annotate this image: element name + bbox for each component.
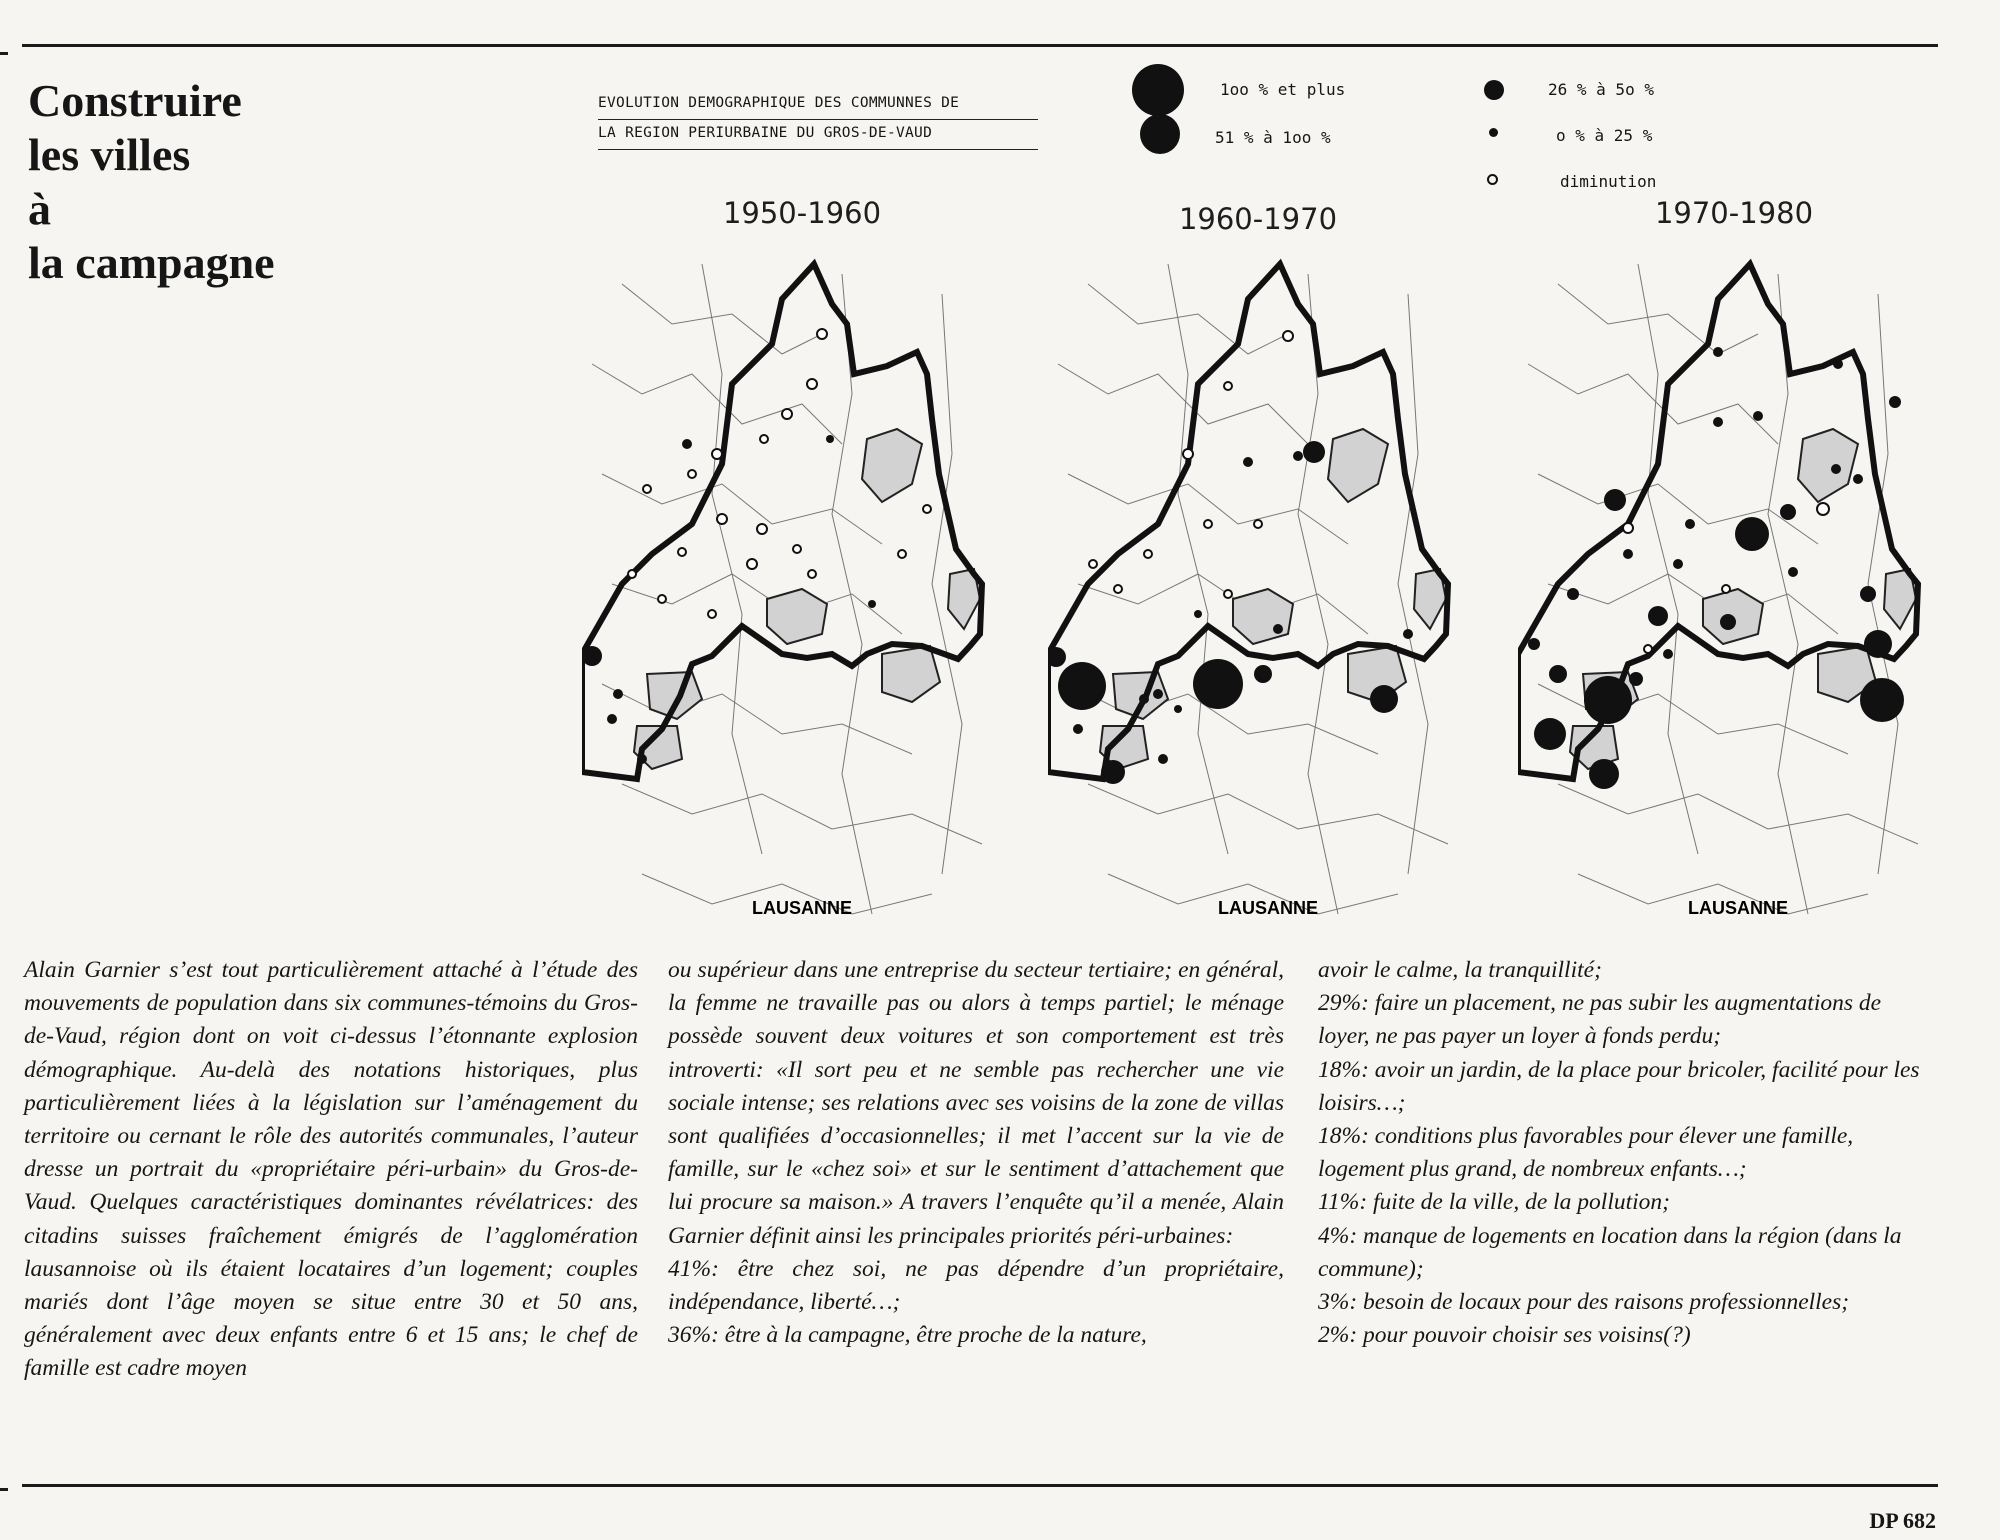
margin-tick [0, 52, 8, 55]
priority-item: 29%: faire un placement, ne pas subir les augmentations de loyer, ne pas payer un loyer à fonds perdu; [1318, 990, 1882, 1050]
priority-item: 36%: être à la campagne, être proche de la nature, [668, 1322, 1147, 1349]
priority-item: 41%: être chez soi, ne pas dépendre d’un propriétaire, indépendance, liberté…; [668, 1255, 1284, 1316]
article-column-3 [1318, 954, 1936, 1454]
article-paragraph: ou supérieur dans une entreprise du secteur tertiaire; en général, la femme ne travaille pas ou alors à temps partiel; le ménage possède souvent deux voitures et son comportement est très introverti: «Il sort peu et ne semble pas rechercher une vie sociale intense; ses relations avec ses voisins de la zone de villas sont qualifiées d’occasionnelles; il met l’accent sur la vie de famille, sur le «chez soi» et sur le sentiment d’attachement que lui procure sa maison.» A travers l’enquête qu’il a menée, Alain Garnier définit ainsi les principales priorités péri-urbaines: [668, 957, 1284, 1249]
map-1950-1960 [582, 254, 1002, 934]
headline-line: Construire [28, 75, 242, 126]
priority-item: 3%: besoin de locaux pour des raisons professionnelles; [1318, 1289, 1850, 1316]
legend-label: o % à 25 % [1556, 126, 1653, 145]
legend-label: 26 % à 5o % [1548, 80, 1654, 99]
map-period-label: 1970-1980 [1654, 196, 1814, 230]
headline-line: les villes [28, 129, 191, 180]
legend-symbol-large [1140, 114, 1180, 154]
priority-item: 11%: fuite de la ville, de la pollution; [1318, 1189, 1670, 1216]
map-1960-1970 [1048, 254, 1468, 934]
map-period-label: 1960-1970 [1178, 202, 1338, 236]
headline-line: la campagne [28, 237, 275, 288]
article-column-2 [668, 954, 1284, 1454]
map-1970-1980 [1518, 254, 1938, 934]
figure-title [598, 90, 1038, 150]
legend-label: 1oo % et plus [1220, 80, 1346, 99]
priority-item: avoir le calme, la tranquillité; [1318, 957, 1602, 983]
figure-title-line: EVOLUTION DEMOGRAPHIQUE DES COMMUNNES DE [598, 90, 1038, 120]
margin-tick [0, 1488, 8, 1491]
map-city-label: LAUSANNE [752, 898, 853, 918]
bottom-rule [22, 1484, 1938, 1487]
map-period-label: 1950-1960 [722, 196, 882, 230]
figure-title-line: LA REGION PERIURBAINE DU GROS-DE-VAUD [598, 120, 1038, 150]
priority-item: 18%: avoir un jardin, de la place pour bricoler, facilité pour les loisirs…; [1318, 1056, 1920, 1116]
priority-item: 2%: pour pouvoir choisir ses voisins(?) [1318, 1322, 1691, 1349]
article-paragraph: Alain Garnier s’est tout particulièrement attaché à l’étude des mouvements de population dans six communes-témoins du Gros-de-Vaud, région dont on voit ci-dessus l’étonnante explosion démographique. Au-delà des notations historiques, plus particulièrement liées à la législation sur l’aménagement du territoire ou cernant le rôle des autorités communales, l’auteur dresse un portrait du «propriétaire péri-urbain» du Gros-de-Vaud. Quelques caractéristiques dominantes révélatrices: des citadins suisses fraîchement émigrés de l’agglomération lausannoise où ils étaient locataires d’un logement; couples mariés dont l’âge moyen se situe entre 30 et 50 ans, généralement avec deux enfants entre 6 et 15 ans; le chef de famille est cadre moyen [24, 957, 638, 1382]
priority-item: 18%: conditions plus favorables pour élever une famille, logement plus grand, de nombreux enfants…; [1318, 1123, 1854, 1183]
legend-symbol-decrease [1487, 174, 1498, 185]
legend-symbol-medium [1484, 80, 1504, 100]
headline-line: à [28, 183, 51, 234]
legend-symbol-small [1489, 128, 1498, 137]
top-rule [22, 44, 1938, 47]
headline [28, 74, 448, 290]
article-column-1 [24, 954, 638, 1454]
priority-item: 4%: manque de logements en location dans la région (dans la commune); [1318, 1222, 1902, 1282]
map-city-label: LAUSANNE [1688, 898, 1789, 918]
legend-label: 51 % à 1oo % [1215, 128, 1331, 147]
legend-label: diminution [1560, 172, 1657, 191]
map-city-label: LAUSANNE [1218, 898, 1319, 918]
page-number: DP 682 [1869, 1508, 1936, 1533]
legend-symbol-very-large [1132, 64, 1184, 116]
